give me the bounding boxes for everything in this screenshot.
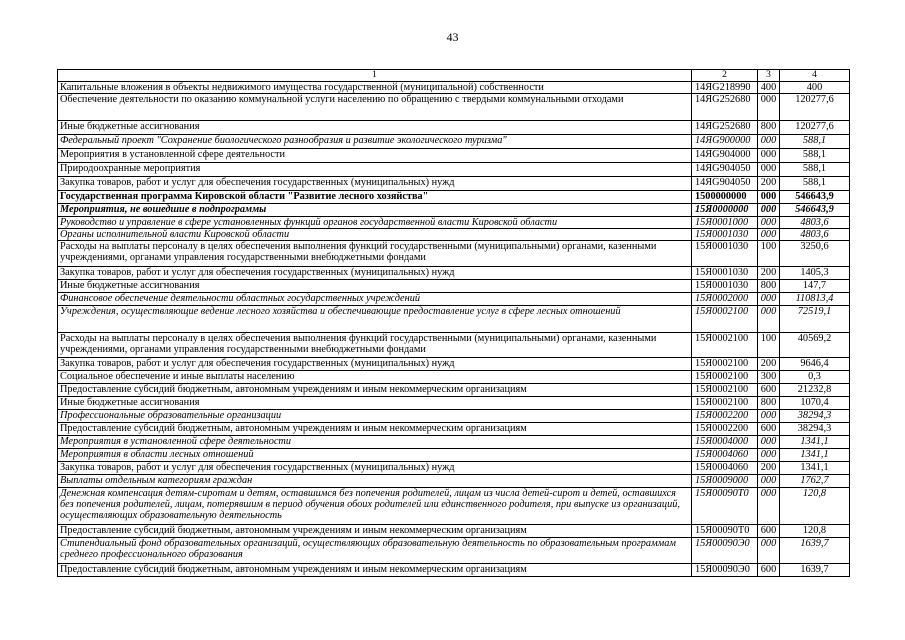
row-amount-cell: 38294,3 <box>780 423 850 436</box>
table-row <box>58 241 850 267</box>
header-col-3: 3 <box>758 70 780 82</box>
row-name-cell: Природоохранные мероприятия <box>58 163 692 177</box>
table-row <box>58 397 850 410</box>
row-type-cell: 200 <box>758 267 780 280</box>
row-code-cell: 14ЯG218990 <box>692 82 758 94</box>
row-type-cell: 000 <box>758 410 780 423</box>
row-type-cell: 600 <box>758 525 780 538</box>
row-name-cell: Закупка товаров, работ и услуг для обеспечения государственных (муниципальных) нужд <box>58 358 692 371</box>
row-code-cell: 15Я0002100 <box>692 371 758 384</box>
table-row <box>58 163 850 177</box>
row-type-cell: 600 <box>758 564 780 577</box>
row-amount-cell: 120,8 <box>780 525 850 538</box>
row-code-cell: 15Я0004060 <box>692 462 758 475</box>
row-name-cell: Предоставление субсидий бюджетным, автономным учреждениям и иным некоммерческим организациям <box>58 525 692 538</box>
row-code-cell: 15Я0000000 <box>692 204 758 217</box>
row-amount-cell: 1405,3 <box>780 267 850 280</box>
table-row <box>58 449 850 462</box>
row-name-cell: Мероприятия, не вошедшие в подпрограммы <box>58 204 692 217</box>
row-code-cell: 15Я0001030 <box>692 229 758 241</box>
row-amount-cell: 1762,7 <box>780 475 850 488</box>
row-amount-cell: 1639,7 <box>780 538 850 564</box>
row-type-cell: 000 <box>758 293 780 306</box>
row-amount-cell: 400 <box>780 82 850 94</box>
header-col-2: 2 <box>692 70 758 82</box>
row-code-cell: 15Я0009000 <box>692 475 758 488</box>
table-row <box>58 333 850 358</box>
row-name-cell: Капитальные вложения в объекты недвижимого имущества государственной (муниципальной) собственности <box>58 82 692 94</box>
table-row <box>58 564 850 577</box>
row-name-cell: Социальное обеспечение и иные выплаты населению <box>58 371 692 384</box>
row-code-cell: 15Я0002100 <box>692 333 758 358</box>
header-col-1: 1 <box>58 70 692 82</box>
row-code-cell: 15Я00090Э0 <box>692 538 758 564</box>
row-type-cell: 600 <box>758 423 780 436</box>
row-type-cell: 000 <box>758 449 780 462</box>
row-amount-cell: 588,1 <box>780 149 850 163</box>
table-row <box>58 384 850 397</box>
row-amount-cell: 1341,1 <box>780 462 850 475</box>
row-name-cell: Федеральный проект "Сохранение биологического разнообразия и развитие экологического туризма" <box>58 135 692 149</box>
row-type-cell: 800 <box>758 397 780 410</box>
table-row <box>58 525 850 538</box>
table-row <box>58 410 850 423</box>
row-type-cell: 000 <box>758 306 780 333</box>
table-row <box>58 538 850 564</box>
row-name-cell: Иные бюджетные ассигнования <box>58 121 692 135</box>
row-code-cell: 15Я0004000 <box>692 436 758 449</box>
row-type-cell: 000 <box>758 163 780 177</box>
row-amount-cell: 4803,6 <box>780 217 850 229</box>
row-amount-cell: 1639,7 <box>780 564 850 577</box>
row-name-cell: Стипендиальный фонд образовательных организаций, осуществляющих образовательную деятельность по образовательным программам среднего профессионального образования <box>58 538 692 564</box>
row-name-cell: Закупка товаров, работ и услуг для обеспечения государственных (муниципальных) нужд <box>58 177 692 191</box>
row-amount-cell: 38294,3 <box>780 410 850 423</box>
header-col-4: 4 <box>780 70 850 82</box>
table-row <box>58 371 850 384</box>
row-name-cell: Иные бюджетные ассигнования <box>58 280 692 293</box>
row-code-cell: 14ЯG904000 <box>692 149 758 163</box>
row-amount-cell: 3250,6 <box>780 241 850 267</box>
row-type-cell: 000 <box>758 436 780 449</box>
table-row <box>58 488 850 525</box>
table-row <box>58 94 850 121</box>
table-row <box>58 204 850 217</box>
row-name-cell: Мероприятия в области лесных отношений <box>58 449 692 462</box>
row-code-cell: 14ЯG904050 <box>692 163 758 177</box>
row-code-cell: 15Я0001030 <box>692 241 758 267</box>
row-type-cell: 400 <box>758 82 780 94</box>
row-code-cell: 15Я0001030 <box>692 267 758 280</box>
row-type-cell: 800 <box>758 121 780 135</box>
row-type-cell: 000 <box>758 229 780 241</box>
table-row <box>58 82 850 94</box>
row-type-cell: 200 <box>758 358 780 371</box>
row-amount-cell: 110813,4 <box>780 293 850 306</box>
page-number: 43 <box>446 30 459 44</box>
row-code-cell: 15Я00090Т0 <box>692 525 758 538</box>
table-row <box>58 423 850 436</box>
row-amount-cell: 72519,1 <box>780 306 850 333</box>
row-name-cell: Денежная компенсация детям-сиротам и детям, оставшимся без попечения родителей, лицам из числа детей-сирот и детей, оставшихся без попечения родителей, лицам, потерявшим в период обучения обоих родителей или единственного родителя, при выпуске из организаций, осуществляющих образовательную деятельность <box>58 488 692 525</box>
row-name-cell: Обеспечение деятельности по оказанию коммунальной услуги населению по обращению с твердыми коммунальными отходами <box>58 94 692 121</box>
table-row <box>58 306 850 333</box>
row-code-cell: 15Я0002200 <box>692 423 758 436</box>
table-row <box>58 177 850 191</box>
row-amount-cell: 120277,6 <box>780 121 850 135</box>
row-name-cell: Государственная программа Кировской области "Развитие лесного хозяйства" <box>58 191 692 204</box>
row-type-cell: 200 <box>758 177 780 191</box>
row-name-cell: Органы исполнительной власти Кировской области <box>58 229 692 241</box>
row-name-cell: Мероприятия в установленной сфере деятельности <box>58 149 692 163</box>
table-row <box>58 293 850 306</box>
row-type-cell: 000 <box>758 204 780 217</box>
row-name-cell: Выплаты отдельным категориям граждан <box>58 475 692 488</box>
budget-table <box>57 69 850 577</box>
row-code-cell: 14ЯG904050 <box>692 177 758 191</box>
row-amount-cell: 4803,6 <box>780 229 850 241</box>
row-type-cell: 000 <box>758 488 780 525</box>
row-type-cell: 200 <box>758 462 780 475</box>
table-row <box>58 462 850 475</box>
row-code-cell: 15Я0002000 <box>692 293 758 306</box>
table-header-row <box>58 70 850 82</box>
row-type-cell: 100 <box>758 333 780 358</box>
row-type-cell: 000 <box>758 217 780 229</box>
table-body <box>58 82 850 577</box>
row-amount-cell: 1341,1 <box>780 436 850 449</box>
row-code-cell: 1500000000 <box>692 191 758 204</box>
row-amount-cell: 21232,8 <box>780 384 850 397</box>
table-row <box>58 191 850 204</box>
row-code-cell: 15Я0004060 <box>692 449 758 462</box>
row-code-cell: 15Я0002100 <box>692 384 758 397</box>
table-row <box>58 280 850 293</box>
row-amount-cell: 120,8 <box>780 488 850 525</box>
row-type-cell: 100 <box>758 241 780 267</box>
row-amount-cell: 0,3 <box>780 371 850 384</box>
row-name-cell: Предоставление субсидий бюджетным, автономным учреждениям и иным некоммерческим организациям <box>58 564 692 577</box>
table-row <box>58 475 850 488</box>
row-amount-cell: 120277,6 <box>780 94 850 121</box>
row-code-cell: 14ЯG252680 <box>692 94 758 121</box>
table-row <box>58 229 850 241</box>
row-code-cell: 15Я0002100 <box>692 306 758 333</box>
row-type-cell: 300 <box>758 371 780 384</box>
row-type-cell: 600 <box>758 384 780 397</box>
row-code-cell: 15Я00090Т0 <box>692 488 758 525</box>
row-code-cell: 14ЯG900000 <box>692 135 758 149</box>
row-amount-cell: 588,1 <box>780 135 850 149</box>
row-name-cell: Мероприятия в установленной сфере деятельности <box>58 436 692 449</box>
row-code-cell: 14ЯG252680 <box>692 121 758 135</box>
row-name-cell: Иные бюджетные ассигнования <box>58 397 692 410</box>
table-row <box>58 135 850 149</box>
row-code-cell: 15Я00090Э0 <box>692 564 758 577</box>
row-name-cell: Финансовое обеспечение деятельности областных государственных учреждений <box>58 293 692 306</box>
row-name-cell: Предоставление субсидий бюджетным, автономным учреждениям и иным некоммерческим организациям <box>58 384 692 397</box>
row-amount-cell: 546643,9 <box>780 191 850 204</box>
table-row <box>58 149 850 163</box>
row-amount-cell: 588,1 <box>780 163 850 177</box>
row-code-cell: 15Я0002100 <box>692 358 758 371</box>
row-code-cell: 15Я0002200 <box>692 410 758 423</box>
row-amount-cell: 1341,1 <box>780 449 850 462</box>
row-amount-cell: 40569,2 <box>780 333 850 358</box>
row-type-cell: 000 <box>758 191 780 204</box>
row-amount-cell: 147,7 <box>780 280 850 293</box>
row-name-cell: Закупка товаров, работ и услуг для обеспечения государственных (муниципальных) нужд <box>58 462 692 475</box>
row-code-cell: 15Я0001000 <box>692 217 758 229</box>
table-row <box>58 121 850 135</box>
row-type-cell: 000 <box>758 135 780 149</box>
table-row <box>58 267 850 280</box>
row-type-cell: 000 <box>758 475 780 488</box>
table-row <box>58 358 850 371</box>
row-name-cell: Руководство и управление в сфере установленных функций органов государственной власти Кировской области <box>58 217 692 229</box>
row-name-cell: Закупка товаров, работ и услуг для обеспечения государственных (муниципальных) нужд <box>58 267 692 280</box>
row-type-cell: 000 <box>758 538 780 564</box>
row-name-cell: Профессиональные образовательные организации <box>58 410 692 423</box>
table-row <box>58 436 850 449</box>
row-name-cell: Расходы на выплаты персоналу в целях обеспечения выполнения функций государственными (муниципальными) органами, казенными учреждениями, органами управления государственными внебюджетными фондами <box>58 333 692 358</box>
row-name-cell: Расходы на выплаты персоналу в целях обеспечения выполнения функций государственными (муниципальными) органами, казенными учреждениями, органами управления государственными внебюджетными фондами <box>58 241 692 267</box>
row-amount-cell: 9646,4 <box>780 358 850 371</box>
row-name-cell: Учреждения, осуществляющие ведение лесного хозяйства и обеспечивающие предоставление услуг в сфере лесных отношений <box>58 306 692 333</box>
row-name-cell: Предоставление субсидий бюджетным, автономным учреждениям и иным некоммерческим организациям <box>58 423 692 436</box>
row-amount-cell: 1070,4 <box>780 397 850 410</box>
row-code-cell: 15Я0001030 <box>692 280 758 293</box>
row-amount-cell: 546643,9 <box>780 204 850 217</box>
row-type-cell: 000 <box>758 94 780 121</box>
row-amount-cell: 588,1 <box>780 177 850 191</box>
row-type-cell: 800 <box>758 280 780 293</box>
table-row <box>58 217 850 229</box>
row-code-cell: 15Я0002100 <box>692 397 758 410</box>
row-type-cell: 000 <box>758 149 780 163</box>
